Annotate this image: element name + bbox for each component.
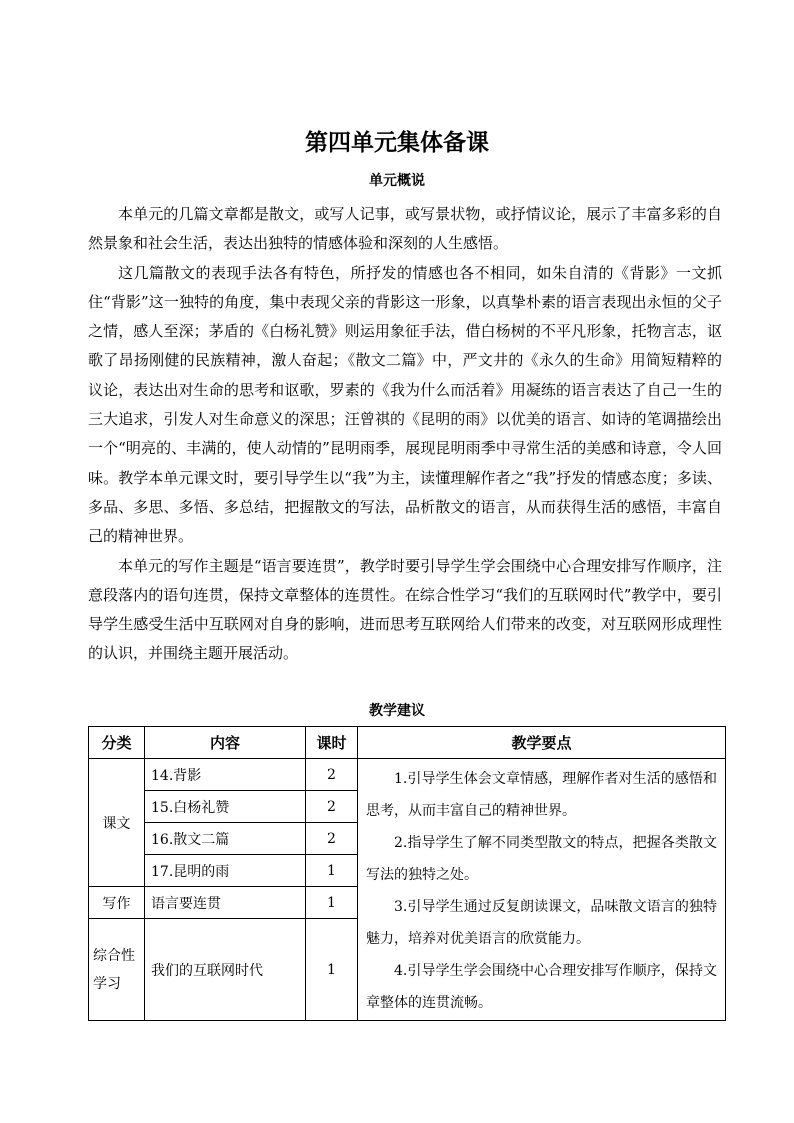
table-header-row [89,727,726,759]
teaching-points [358,759,726,1021]
table-row [89,759,726,791]
overview-paragraph: 本单元的写作主题是“语言要连贯”，教学时要引导学生学会围绕中心合理安排写作顺序，注意段落内的语句连贯，保持文章整体的连贯性。在综合性学习“我们的互联网时代”教学中，要引导学生感受生活中互联网对自身的影响，进而思考互联网给人们带来的改变，对互联网形成理性的认识，并围绕主题开展活动。 [88,556,722,663]
overview-paragraph: 这几篇散文的表现手法各有特色，所抒发的情感也各不相同，如朱自清的《背影》一文抓住“背影”这一独特的角度，集中表现父亲的背影这一形象，以真挚朴素的语言表现出永恒的父子之情，感人至深；茅盾的《白杨礼赞》则运用象征手法，借白杨树的不平凡形象，托物言志，讴歌了昂扬刚健的民族精神，激人奋起；《散文二篇》中，严文井的《永久的生命》用简短精粹的议论，表达出对生命的思考和讴歌，罗素的《我为什么而活着》用凝练的语言表达了自己一生的三大追求，引发人对生命意义的深思；汪曾祺的《昆明的雨》以优美的语言、如诗的笔调描绘出一个“明亮的、丰满的，使人动情的”昆明雨季，展现昆明雨季中寻常生活的美感和诗意，令人回味。教学本单元课文时，要引导学生以“我”为主，读懂理解作者之“我”抒发的情感态度；多读、多品、多思、多悟、多总结，把握散文的写法，品析散文的语言，从而获得生活的感悟，丰富自己的精神世界。 [88,263,722,546]
category-comprehensive: 综合性学习 [89,919,145,1021]
row-content: 16.散文二篇 [145,823,306,855]
overview-paragraph: 本单元的几篇文章都是散文，或写人记事，或写景状物，或抒情议论，展示了丰富多彩的自然景象和社会生活，表达出独特的情感体验和深刻的人生感悟。 [88,205,722,253]
teaching-table [88,726,726,1021]
header-content: 内容 [145,727,306,759]
row-hours: 2 [306,759,358,791]
row-hours: 1 [306,887,358,919]
header-points: 教学要点 [358,727,726,759]
row-hours: 1 [306,919,358,1021]
header-hours: 课时 [306,727,358,759]
row-content: 17.昆明的雨 [145,855,306,887]
overview-body [88,200,722,669]
teaching-point: 4.引导学生学会围绕中心合理安排写作顺序，保持文章整体的连贯流畅。 [366,963,717,1011]
row-content: 14.背影 [145,759,306,791]
teaching-point: 3.引导学生通过反复朗读课文，品味散文语言的独特魅力，培养对优美语言的欣赏能力。 [366,899,717,947]
row-content: 语言要连贯 [145,887,306,919]
page-title: 第四单元集体备课 [305,130,489,156]
row-hours: 2 [306,791,358,823]
header-category: 分类 [89,727,145,759]
category-texts: 课文 [89,759,145,887]
row-content: 15.白杨礼赞 [145,791,306,823]
overview-heading: 单元概说 [369,173,425,189]
category-writing: 写作 [89,887,145,919]
row-content: 我们的互联网时代 [145,919,306,1021]
row-hours: 2 [306,823,358,855]
row-hours: 1 [306,855,358,887]
teaching-point: 1.引导学生体会文章情感，理解作者对生活的感悟和思考，从而丰富自己的精神世界。 [366,771,717,819]
teaching-point: 2.指导学生了解不同类型散文的特点，把握各类散文写法的独特之处。 [366,835,717,883]
teaching-heading: 教学建议 [369,703,425,719]
